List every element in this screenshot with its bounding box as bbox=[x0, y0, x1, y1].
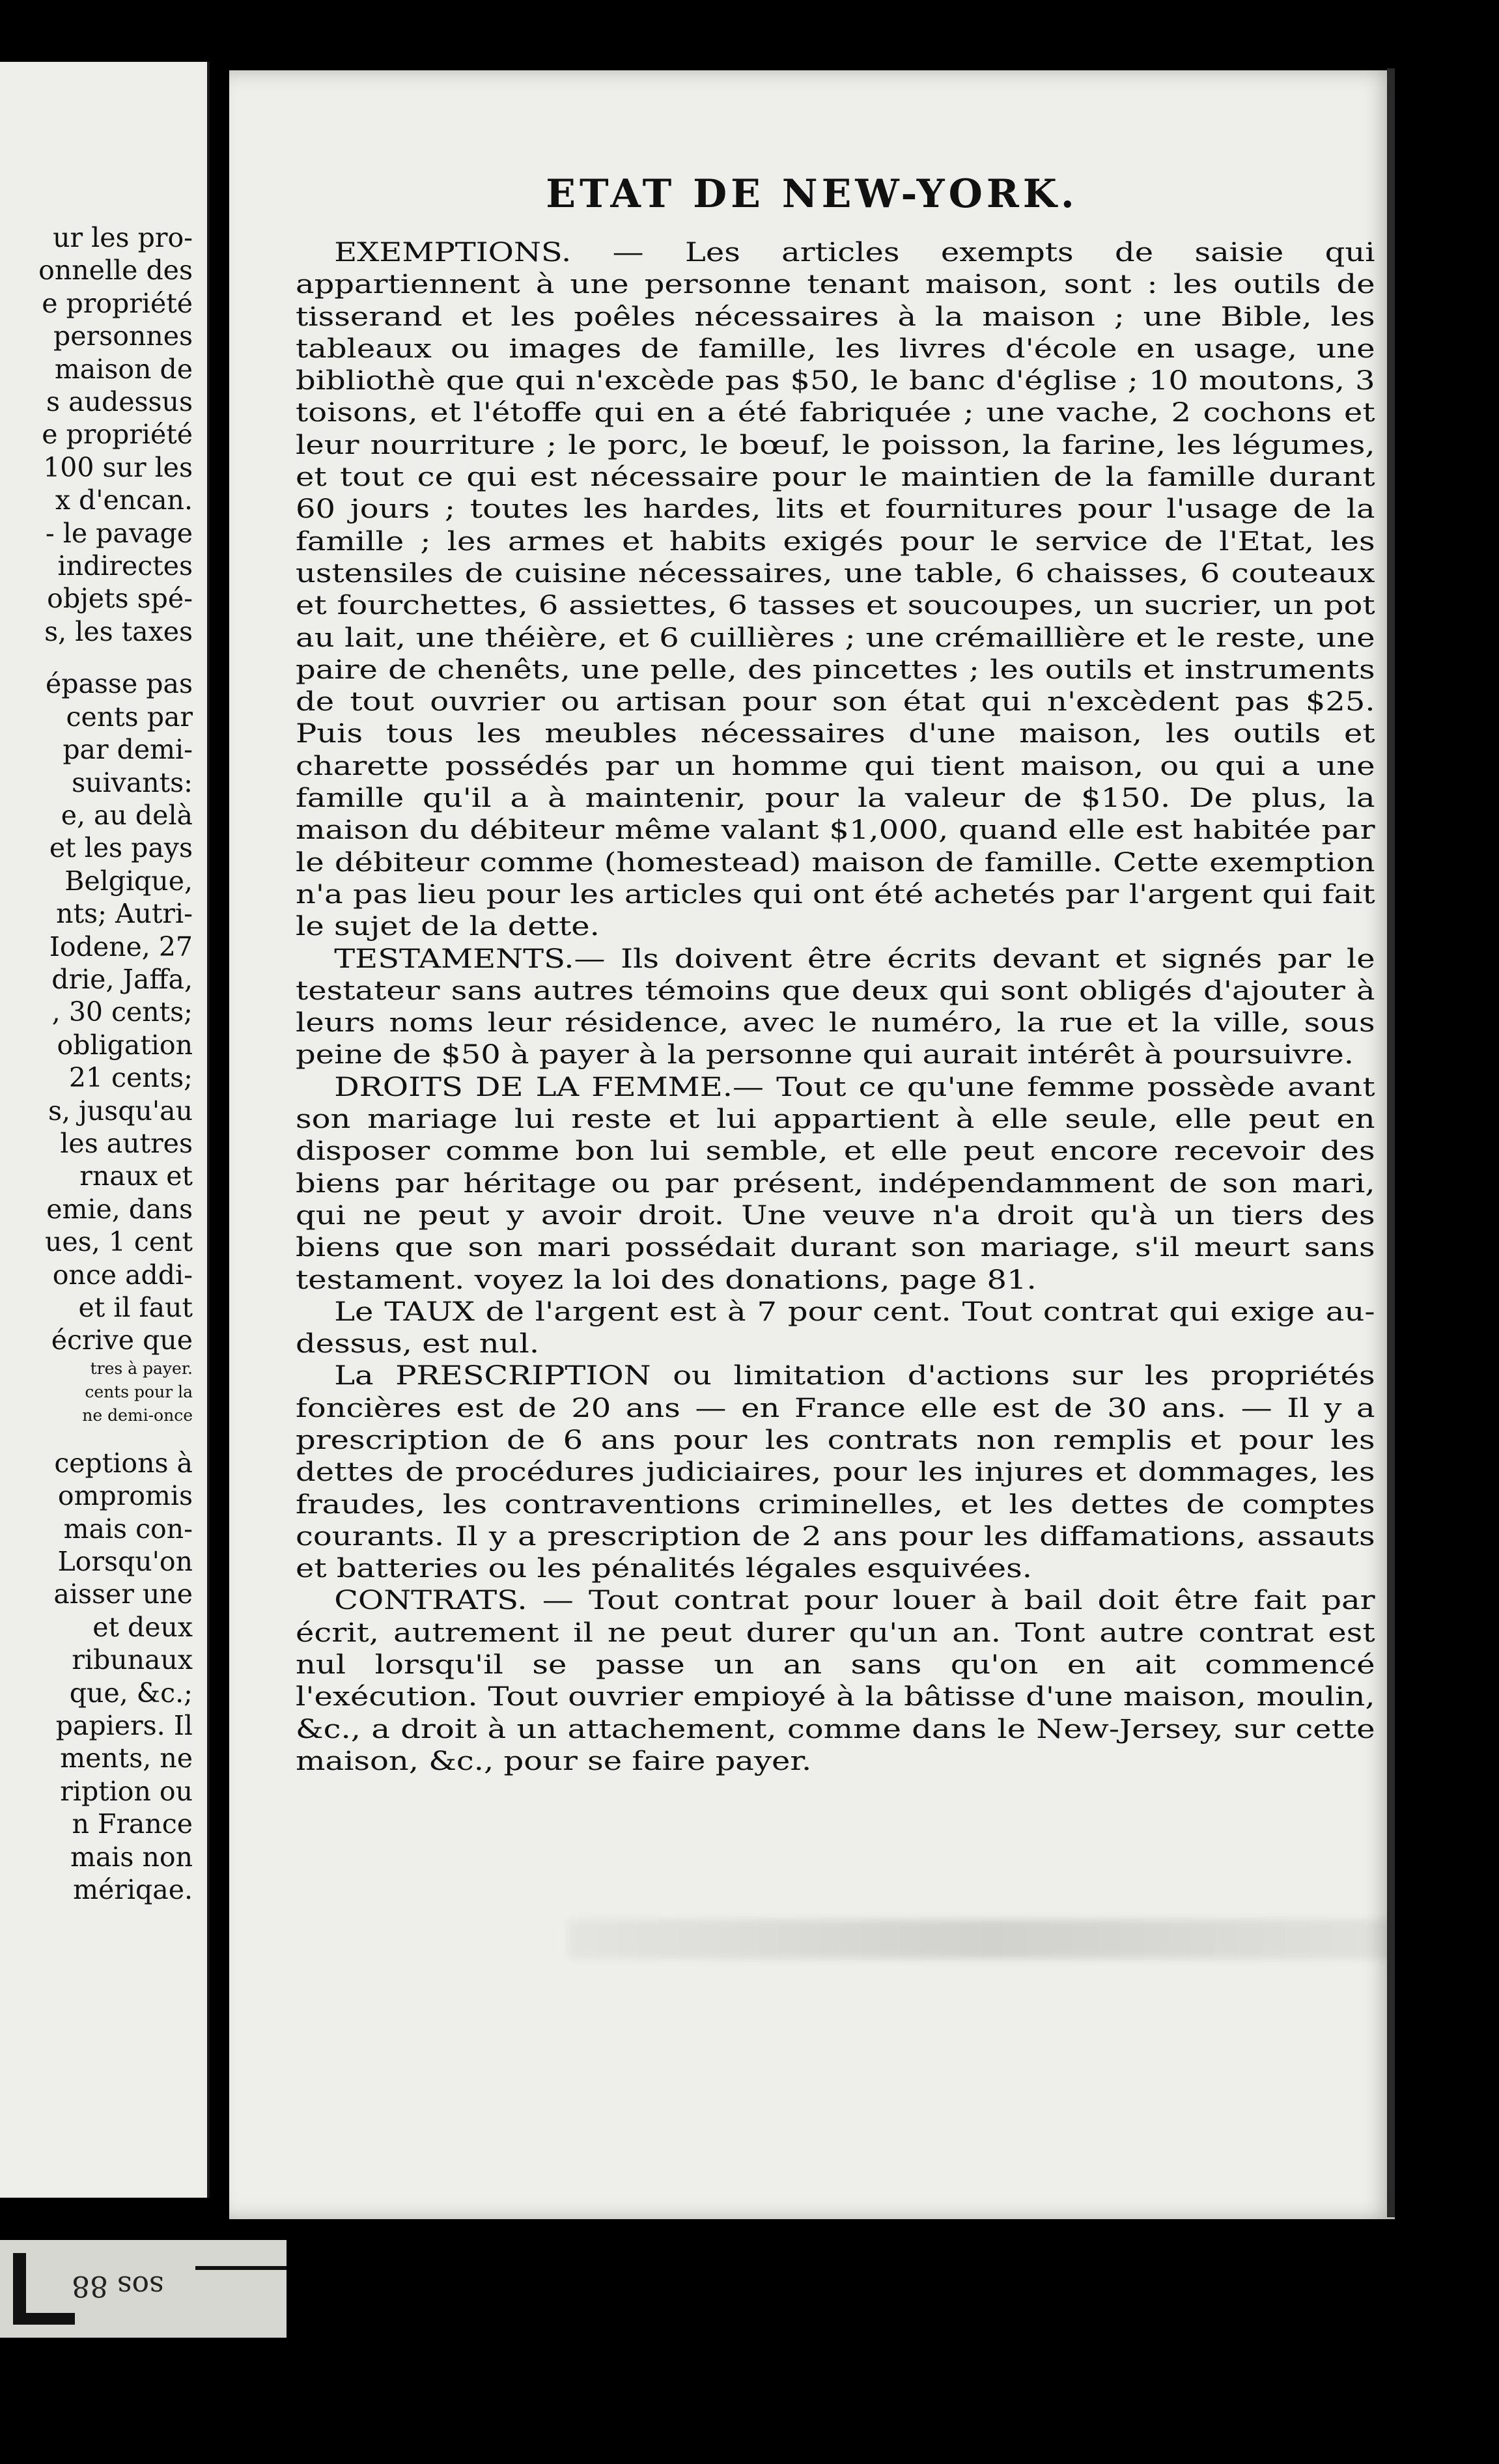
paragraph-droits-de-la-femme bbox=[296, 1071, 1375, 1296]
previous-page-line: ues, 1 cent bbox=[44, 1226, 193, 1258]
previous-page-line: ne demi-once bbox=[82, 1405, 193, 1425]
previous-page-line: e, au delà bbox=[61, 799, 193, 831]
previous-page-line: par demi- bbox=[63, 734, 193, 766]
previous-page-line: x d'encan. bbox=[55, 484, 193, 516]
previous-page-line: 21 cents; bbox=[68, 1062, 193, 1094]
previous-page-line: n France bbox=[72, 1808, 193, 1840]
previous-page-line: , 30 cents; bbox=[51, 996, 193, 1028]
previous-page-line: s, jusqu'au bbox=[48, 1095, 193, 1127]
paragraph-taux bbox=[296, 1296, 1375, 1360]
bracket-mark-base bbox=[13, 2313, 75, 2325]
rule-mark bbox=[195, 2266, 287, 2270]
page-title: ETAT DE NEW-YORK. bbox=[546, 171, 1078, 217]
previous-page-text bbox=[0, 221, 193, 1907]
previous-page-line: que, &c.; bbox=[69, 1677, 193, 1709]
page-body bbox=[296, 236, 1375, 1777]
previous-page-line: mais non bbox=[70, 1841, 193, 1873]
previous-page-line: emie, dans bbox=[46, 1193, 193, 1225]
book-page bbox=[229, 70, 1395, 2219]
previous-page-line: mériqae. bbox=[73, 1874, 193, 1906]
previous-page-line: ription ou bbox=[60, 1775, 193, 1807]
previous-page-line: et deux bbox=[92, 1611, 193, 1643]
previous-page-line: 100 sur les bbox=[43, 451, 193, 483]
paragraph-exemptions bbox=[296, 236, 1375, 943]
previous-page-line: ments, ne bbox=[60, 1743, 193, 1774]
previous-page-fragment bbox=[0, 62, 210, 2198]
previous-page-line: ur les pro- bbox=[53, 222, 193, 253]
previous-page-line: s, les taxes bbox=[44, 615, 193, 647]
paragraph-text: Les articles exempts de saisie qui appartiennent à une personne tenant maison, sont : les outils de tisserand et les poêles nécessaires à la maison ; une Bible, les tableaux ou images de famille, les livres d'école en usage, une bibliothè que qui n'excède pas $50, le banc d'église ; 10 moutons, 3 toisons, et l'étoffe qui en a été fabriquée ; une vache, 2 cochons et leur nourriture ; le porc, le bœuf, le poisson, la farine, les légumes, et tout ce qui est nécessaire pour le maintien de la famille durant 60 jours ; toutes les hardes, lits et fournitures pour l'usage de la famille ; les armes et habits exigés pour le service de l'Etat, les ustensiles de cuisine nécessaires, une table, 6 chaisses, 6 couteaux et fourchettes, 6 assiettes, 6 tasses et soucoupes, un sucrier, un pot au lait, une théière, et 6 cuillières ; une crémaillière et le reste, une paire de chenêts, une pelle, des pincettes ; les outils et instruments de tout ouvrier ou artisan pour son état qui n'excèdent pas $25. Puis tous les meubles nécessaires d'une maison, les outils et charette possédés par un homme qui tient maison, ou qui a une famille qu'il a à maintenir, pour la valeur de $150. De plus, la maison du débiteur même valant $1,000, quand elle est habitée par le débiteur comme (homestead) maison de famille. Cette exemption n'a pas lieu pour les articles qui ont été achetés par l'argent qui fait le sujet de la dette. bbox=[296, 236, 1375, 942]
previous-page-line: personnes bbox=[53, 320, 193, 352]
previous-page-line: drie, Jaffa, bbox=[51, 963, 193, 995]
previous-page-line: once addi- bbox=[52, 1259, 193, 1291]
previous-page-line: mais con- bbox=[63, 1513, 193, 1545]
paragraph-contrats bbox=[296, 1584, 1375, 1777]
previous-page-line: obligation bbox=[57, 1029, 193, 1061]
paragraph-testaments bbox=[296, 943, 1375, 1071]
previous-page-line: ceptions à bbox=[54, 1447, 193, 1479]
previous-page-line: ompromis bbox=[57, 1480, 193, 1512]
previous-page-line: maison de bbox=[54, 353, 193, 385]
previous-page-line: écrive que bbox=[51, 1324, 193, 1356]
previous-page-line: suivants: bbox=[72, 766, 193, 798]
previous-page-line: cents par bbox=[66, 701, 193, 733]
previous-page-line: Belgique, bbox=[64, 865, 193, 897]
previous-page-line: objets spé- bbox=[47, 583, 193, 615]
mirrored-fragment-text: sos 88 bbox=[72, 2269, 164, 2303]
paragraph-text: Tout ce qu'une femme possède avant son mariage lui reste et lui appartient à elle seule, elle peut en disposer comme bon lui semble, et elle peut encore recevoir des biens par héritage ou par présent, indépendamment de son mari, qui ne peut y avoir droit. Une veuve n'a droit qu'à un tiers des biens que son mari possédait durant son mariage, s'il meurt sans testament. voyez la loi des donations, page 81. bbox=[296, 1071, 1375, 1295]
paragraph-lead: La PRESCRIPTION bbox=[334, 1360, 651, 1392]
previous-page-line: Iodene, 27 bbox=[49, 931, 193, 962]
paragraph-lead: TESTAMENTS.— bbox=[334, 942, 606, 974]
previous-page-line: tres à payer. bbox=[90, 1358, 193, 1378]
previous-page-line: e propriété bbox=[42, 419, 193, 451]
previous-page-line: et il faut bbox=[78, 1292, 193, 1323]
previous-page-line: Lorsqu'on bbox=[57, 1546, 193, 1578]
paragraph-lead: DROITS DE LA FEMME.— bbox=[334, 1071, 764, 1102]
bottom-left-fragment bbox=[0, 2240, 287, 2338]
previous-page-line: les autres bbox=[60, 1127, 193, 1159]
paragraph-lead: EXEMPTIONS. — bbox=[334, 236, 644, 268]
faded-bleed-through bbox=[568, 1920, 1414, 1959]
previous-page-line: nts; Autri- bbox=[56, 898, 193, 930]
paragraph-text: Tout contrat pour louer à bail doit être fait par écrit, autrement il ne peut durer qu'un an. Tont autre contrat est nul lorsqu'il se passe un an sans qu'on en ait commencé l'exécution. Tout ouvrier empioyé à la bâtisse d'une maison, moulin, &c., a droit à un attachement, comme dans le New-Jersey, sur cette maison, &c., pour se faire payer. bbox=[296, 1584, 1375, 1776]
previous-page-line: rnaux et bbox=[79, 1160, 193, 1192]
paragraph-lead: Le TAUX bbox=[334, 1295, 475, 1327]
previous-page-line: cents pour la bbox=[85, 1382, 193, 1401]
previous-page-line: s audessus bbox=[46, 386, 193, 418]
paragraph-text: de l'argent est à 7 pour cent. Tout contrat qui exige au-dessus, est nul. bbox=[296, 1295, 1375, 1360]
previous-page-line: épasse pas bbox=[45, 668, 193, 700]
previous-page-line: ribunaux bbox=[72, 1644, 193, 1676]
previous-page-line: papiers. Il bbox=[55, 1710, 193, 1742]
paragraph-lead: CONTRATS. — bbox=[334, 1584, 574, 1616]
previous-page-line: onnelle des bbox=[38, 255, 193, 287]
previous-page-line: - le pavage bbox=[45, 517, 193, 549]
previous-page-line: e propriété bbox=[42, 287, 193, 319]
previous-page-line: et les pays bbox=[49, 832, 193, 864]
previous-page-line: aisser une bbox=[53, 1578, 193, 1610]
previous-page-line: indirectes bbox=[57, 550, 193, 582]
page-edge-shadow bbox=[1387, 68, 1395, 2217]
paragraph-prescription bbox=[296, 1360, 1375, 1584]
paragraph-text: Ils doivent être écrits devant et signés par le testateur sans autres témoins que deux qui sont obligés d'ajouter à leurs noms leur résidence, avec le numéro, la rue et la ville, sous peine de $50 à payer à la personne qui aurait intérêt à poursuivre. bbox=[296, 942, 1375, 1071]
paragraph-text: ou limitation d'actions sur les propriétés foncières est de 20 ans — en France elle est de 30 ans. — Il y a prescription de 6 ans pour les contrats non remplis et pour les dettes de procédures judiciaires, pour les injures et dommages, les fraudes, les contraventions criminelles, et les dettes de comptes courants. Il y a prescription de 2 ans pour les diffamations, assauts et batteries ou les pénalités légales esquivées. bbox=[296, 1360, 1375, 1584]
